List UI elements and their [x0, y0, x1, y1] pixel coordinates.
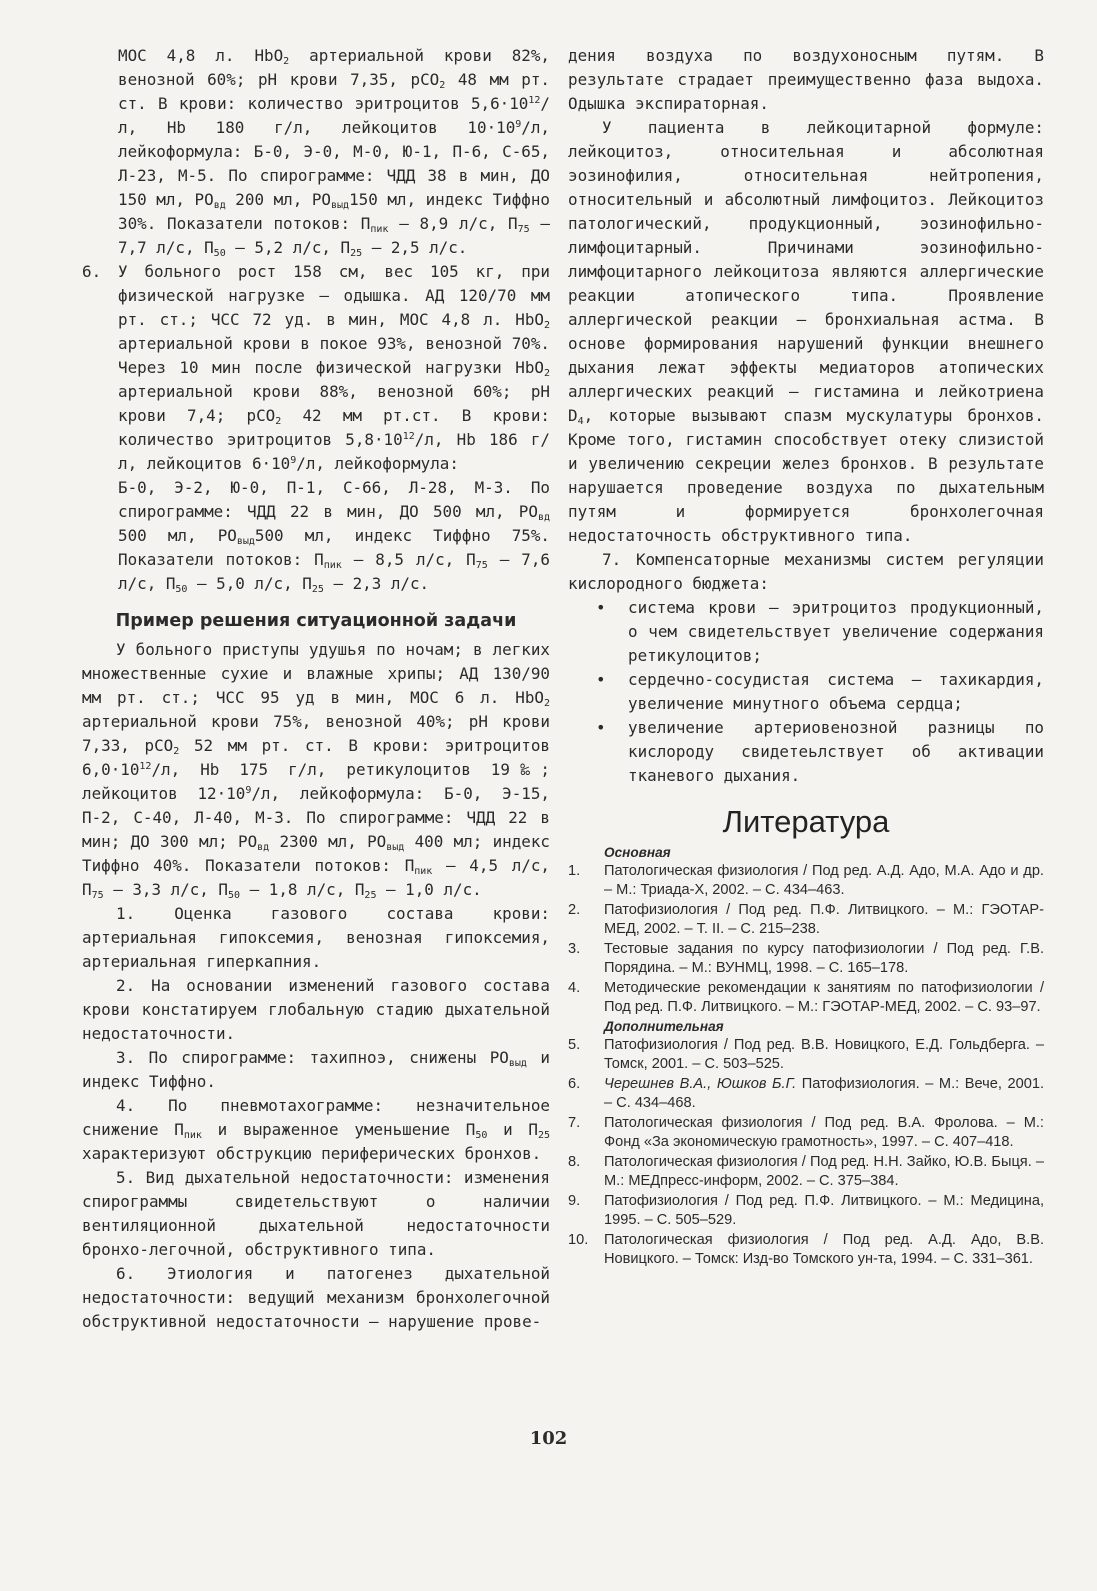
reference-number: 3.: [568, 941, 581, 957]
subscript: 75: [517, 224, 530, 235]
task-6-text: У больного рост 158 см, вес 105 кг, при физической нагрузке — одышка. АД 120/70 мм рт. ст.; ЧСС 72 уд. в мин, МОС 4,8 л. НbО$_2$ артериальной крови в покое 93%, венозной 70%. Через 10 мин после физической нагрузки НbО$_2$ артериальной крови 88%, венозной 60%; рН крови 7,4; рСО$_2$ 42 мм рт.ст. В крови: количество эритроцитов $5,8\cdot 10^{12}/л$, Hb 186 г/л, лейкоцитов $6\cdot 10^9/л$, лейкоформула:: [118, 262, 550, 473]
subscript: вд: [213, 200, 226, 211]
reference-number: 1.: [568, 863, 581, 879]
subscript: 50: [175, 584, 188, 595]
reference-item: [568, 1153, 1044, 1190]
compensatory-item: • увеличение артериовенозной разницы по кислороду свидетеьлствует об активации тканевого дыхания.: [596, 716, 1044, 788]
answer-1: 1. Оценка газового состава крови: артериальная гипоксемия, венозная гипоксемия, артериальная гиперкапния.: [82, 904, 550, 971]
reference-text: Патофизиология / Под ред. В.В. Новицкого, Е.Д. Гольдберга. – Томск, 2001. – С. 503–525.: [604, 1037, 1044, 1072]
references-main: [568, 862, 1044, 1016]
reference-number: 5.: [568, 1037, 581, 1053]
subscript: пик: [414, 866, 433, 877]
reference-number: 8.: [568, 1154, 581, 1170]
reference-item: [568, 940, 1044, 977]
reference-authors: Черешнев В.А., Юшков Б.Г.: [604, 1076, 797, 1092]
subscript: 2: [543, 320, 550, 331]
reference-item: [568, 1075, 1044, 1112]
subscript: вд: [257, 842, 270, 853]
reference-text: Методические рекомендации к занятиям по патофизиологии / Под ред. П.Ф. Литвицкого. – М.: ГЭОТАР-МЕД, 2002. – С. 93–97.: [604, 980, 1044, 1015]
subscript: 50: [228, 890, 241, 901]
reference-text: Патологическая физиология / Под ред. Н.Н. Зайко, Ю.В. Быця. – М.: МЕДпресс-информ, 2002. – С. 375–384.: [604, 1154, 1044, 1189]
task-5-continuation: [82, 44, 550, 260]
answer-4: 4. По пневмотахограмме: незначительное снижение $П_{пик}$ и выраженное уменьшение $П_{50}$ и $П_{25}$ характеризуют обструкцию периферических бронхов.: [82, 1096, 551, 1163]
page-number: 102: [529, 1428, 568, 1449]
reference-text: Патологическая физиология / Под ред. В.А. Фролова. – М.: Фонд «За экономическую грамотность», 1997. – С. 407–418.: [604, 1115, 1044, 1150]
superscript: 9: [245, 785, 252, 796]
subscript: 50: [475, 1130, 488, 1141]
subscript: 50: [213, 248, 226, 259]
reference-text: Патофизиология / Под ред. П.Ф. Литвицкого. – М.: Медицина, 1995. – С. 505–529.: [604, 1193, 1044, 1228]
superscript: 9: [290, 455, 297, 466]
subscript: 4: [577, 416, 584, 427]
subscript: пик: [323, 560, 342, 571]
reference-item: [568, 901, 1044, 938]
subscript: 2: [543, 698, 550, 709]
subscript: пик: [370, 224, 389, 235]
reference-item: [568, 1114, 1044, 1151]
reference-number: 6.: [568, 1076, 581, 1092]
subscript: 2: [439, 80, 446, 91]
superscript: 12: [528, 95, 541, 106]
left-column: [82, 44, 550, 1334]
reference-item: [568, 979, 1044, 1016]
reference-number: 2.: [568, 902, 581, 918]
answer-7: 7. Компенсаторные механизмы систем регуляции кислородного бюджета:: [568, 550, 1044, 593]
reference-text: Патофизиология / Под ред. П.Ф. Литвицкого. – М.: ГЭОТАР-МЕД, 2002. – Т. II. – С. 215–238.: [604, 902, 1044, 937]
reference-text: Патологическая физиология / Под ред. А.Д. Адо, М.А. Адо и др. – М.: Триада-Х, 2002. – С. 434–463.: [604, 863, 1044, 898]
subscript: выд: [386, 842, 405, 853]
subscript: 75: [475, 560, 488, 571]
reference-item: [568, 1036, 1044, 1073]
answer-5: 5. Вид дыхательной недостаточности: изменения спирограммы свидетельствуют о наличии вентиляционной дыхательной недостаточности бронхо-легочной, обструктивного типа.: [82, 1168, 550, 1259]
answer-3: 3. По спирограмме: тахипноэ, снижены $РО_{выд}$ и индекс Тиффно.: [82, 1048, 550, 1091]
reference-text: Патологическая физиология / Под ред. А.Д. Адо, В.В. Новицкого. – Томск: Изд-во Томского ун-та, 1994. – С. 331–361.: [604, 1232, 1044, 1267]
subscript: 2: [275, 416, 282, 427]
subscript: 2: [543, 368, 550, 379]
subscript: 25: [311, 584, 324, 595]
literature-title: Литература: [722, 804, 890, 839]
subscript: 75: [91, 890, 104, 901]
subscript: 25: [350, 248, 363, 259]
task-6-number: 6.: [82, 262, 102, 281]
literature-additional-heading: Дополнительная: [604, 1019, 724, 1034]
compensatory-item: • сердечно-сосудистая система — тахикардия, увеличение минутного объема сердца;: [596, 668, 1044, 716]
reference-item: [568, 1231, 1044, 1268]
subscript: 25: [537, 1130, 551, 1141]
subscript: 2: [283, 56, 290, 67]
right-column: [568, 44, 1044, 1270]
answer-2: 2. На основании изменений газового состава крови констатируем глобальную стадию дыхательной недостаточности.: [82, 976, 550, 1043]
task-6-spirogram: Б-0, Э-2, Ю-0, П-1, С-66, Л-28, М-3. По спирограмме: ЧДД 22 в мин, ДО 500 мл, $РО_{вд}$ 500 мл, $РО_{выд}500$ мл, индекс Тиффно 75%. Показатели потоков: $П_{пик}$ — 8,5 л/с, $П_{75}$ — 7,6 л/с, $П_{50}$ — 5,0 л/с, $П_{25} - 2,3$ л/с.: [118, 478, 550, 595]
subscript: 25: [364, 890, 377, 901]
example-heading: Пример решения ситуационной задачи: [115, 611, 517, 631]
answer-6-continuation: дения воздуха по воздухоносным путям. В результате страдает преимущественно фаза выдоха. Одышка экспираторная.: [568, 46, 1044, 113]
reference-number: 7.: [568, 1115, 581, 1131]
reference-number: 9.: [568, 1193, 581, 1209]
reference-item: [568, 862, 1044, 899]
subscript: 2: [173, 746, 180, 757]
subscript: пик: [183, 1130, 202, 1141]
subscript: вд: [537, 512, 550, 523]
literature-main-heading: Основная: [604, 845, 671, 860]
superscript: 12: [402, 431, 415, 442]
task-6: [82, 260, 550, 596]
superscript: 12: [139, 761, 152, 772]
reference-number: 10.: [568, 1232, 589, 1248]
example-case: У больного приступы удушья по ночам; в легких множественные сухие и влажные хрипы; АД 130/90 мм рт. ст.; ЧСС 95 уд в мин, МОС 6 л. НbО$_2$ артериальной крови 75%, венозной 40%; рН крови 7,33, рСО$_2$ 52 мм рт. ст. В крови: эритроцитов $6,0\cdot 10^{12}/л$, Hb 175 г/л, ретикулоцитов 19‰; лейкоцитов $12\cdot 10^9/л$, лейкоформула: Б-0, Э-15, П-2, С-40, Л-40, М-3. По спирограмме: ЧДД 22 в мин; ДО 300 мл; $РО_{вд}$ 2300 мл, $РО_{выд}$ 400 мл; индекс Тиффно 40%. Показатели потоков: $П_{пик}$ — 4,5 л/с, $П_{75}$ — 3,3 л/с, $П_{50}$ — 1,8 л/с, $П_{25}$ — 1,0 л/с.: [82, 640, 550, 901]
references-additional: [568, 1036, 1044, 1268]
leukocyte-analysis: У пациента в лейкоцитарной формуле: лейкоцитоз, относительная и абсолютная эозинофилия, относительная нейтропения, относительный и абсолютный лимфоцитоз. Лейкоцитоз патологический, продукционный, эозинофильно-лимфоцитарный. Причинами эозинофильно-лимфоцитарного лейкоцитоза являются аллергические реакции атопического типа. Проявление аллергической реакции — бронхиальная астма. В основе формирования нарушений функции внешнего дыхания лежат эффекты медиаторов атопических аллергических реакций — гистамина и лейкотриена $D_4$, которые вызывают спазм мускулатуры бронхов. Кроме того, гистамин способствует отеку слизистой и увеличению секреции желез бронхов. В результате нарушается проведение воздуха по дыхательным путям и формируется бронхолегочная недостаточность обструктивного типа.: [568, 118, 1044, 545]
subscript: выд: [331, 200, 350, 211]
reference-number: 4.: [568, 980, 581, 996]
reference-text: Тестовые задания по курсу патофизиологии / Под ред. Г.В. Порядина. – М.: ВУНМЦ, 1998. – С. 165–178.: [604, 941, 1044, 976]
compensatory-list: [568, 596, 1044, 788]
reference-text: Черешнев В.А., Юшков Б.Г. Патофизиология. – М.: Вече, 2001. – С. 434–468.: [604, 1076, 1044, 1111]
answer-6: 6. Этиология и патогенез дыхательной недостаточности: ведущий механизм бронхолегочной обструктивной недостаточности — нарушение прове-: [82, 1264, 550, 1331]
reference-item: [568, 1192, 1044, 1229]
compensatory-item: • система крови – эритроцитоз продукционный, о чем свидетельствует увеличение содержания ретикулоцитов;: [596, 596, 1044, 668]
task-5-data: МОС 4,8 л. НbО$_2$ артериальной крови 82%, венозной 60%; рН крови 7,35, рСО$_2$ 48 мм рт. ст. В крови: количество эритроцитов $5,6\cdot 10^{12}/л$, Hb 180 г/л, лейкоцитов $10\cdot 10^9/л$, лейкоформула: Б-0, Э-0, М-0, Ю-1, П-6, С-65, Л-23, М-5. По спирограмме: ЧДД 38 в мин, ДО 150 мл, $РО_{вд}$ 200 мл, $РО_{выд}150$ мл, индекс Тиффно 30%. Показатели потоков: $П_{пик}$ — 8,9 л/с, $П_{75}$ — 7,7 л/с, $П_{50}$ — 5,2 л/с, $П_{25}$ — 2,5 л/с.: [118, 46, 550, 259]
superscript: 9: [515, 119, 522, 130]
subscript: выд: [236, 536, 255, 547]
subscript: выд: [508, 1058, 527, 1069]
